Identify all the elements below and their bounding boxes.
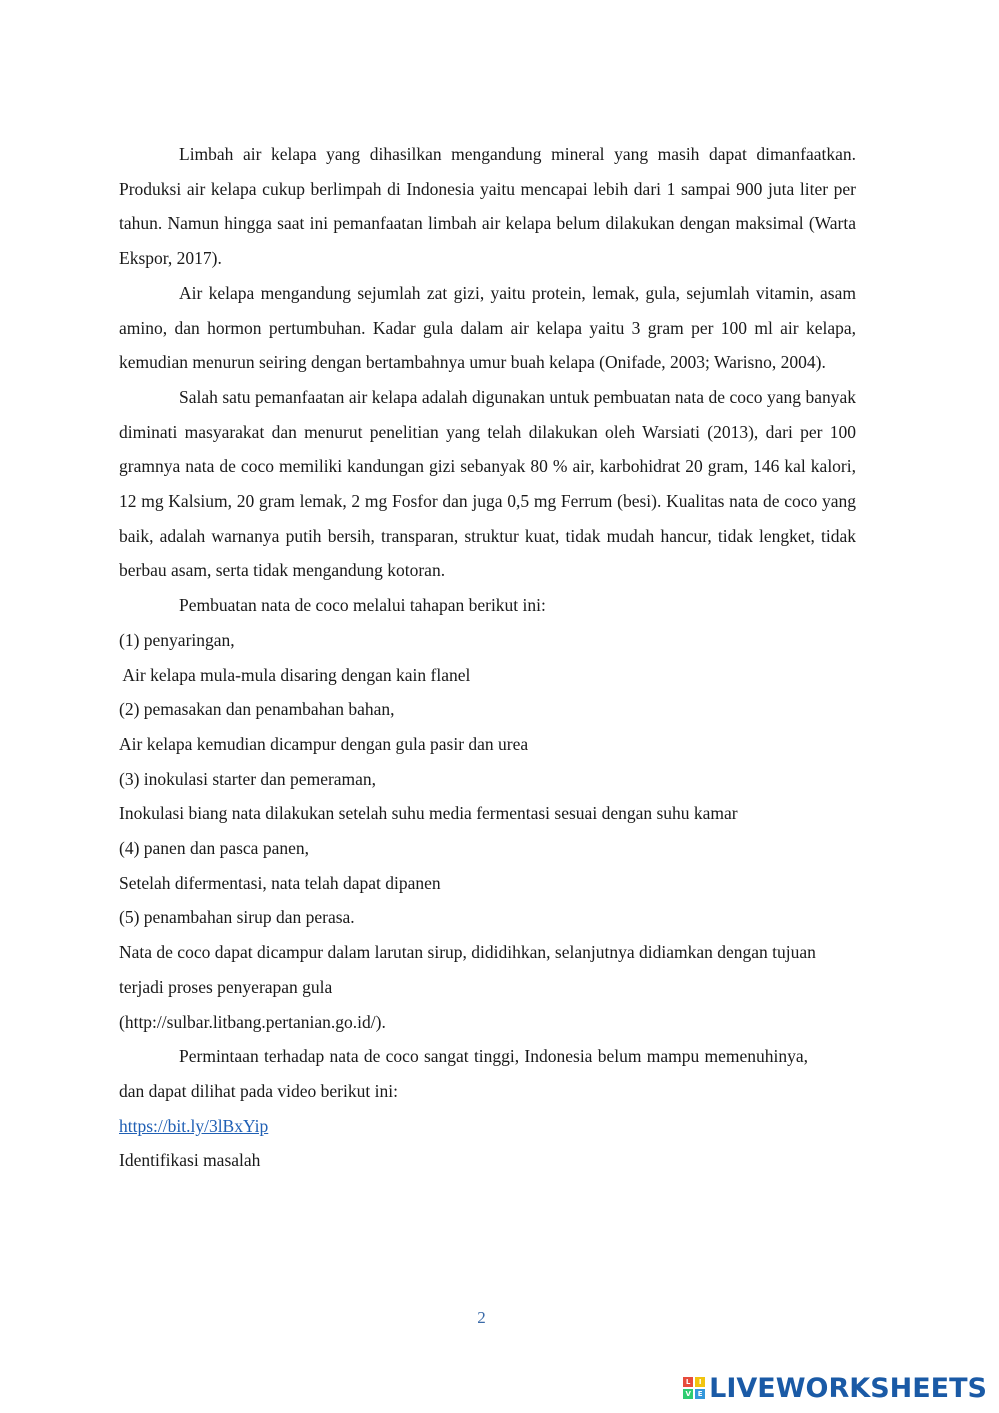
- step-title: (2) pemasakan dan penambahan bahan,: [119, 699, 395, 720]
- liveworksheets-logo-icon: [683, 1377, 705, 1399]
- paragraph-tahapan-intro: Pembuatan nata de coco melalui tahapan berikut ini:: [179, 595, 546, 616]
- page-number: 2: [477, 1308, 486, 1327]
- logo-letter: L: [683, 1377, 693, 1387]
- step-description: Inokulasi biang nata dilakukan setelah suhu media fermentasi sesuai dengan suhu kamar: [119, 803, 738, 824]
- step-title: (4) panen dan pasca panen,: [119, 838, 309, 859]
- step-description: Nata de coco dapat dicampur dalam larutan sirup, dididihkan, selanjutnya didiamkan dengan tujuan terjadi proses penyerapan gula: [119, 942, 816, 997]
- step-title: (1) penyaringan,: [119, 629, 235, 650]
- step-description: Air kelapa mula-mula disaring dengan kain flanel: [119, 664, 471, 685]
- liveworksheets-brand[interactable]: [683, 1372, 987, 1404]
- step-title: (5) penambahan sirup dan perasa.: [119, 907, 355, 928]
- logo-letter: I: [695, 1377, 705, 1387]
- logo-letter: E: [695, 1389, 705, 1399]
- document-body: [119, 137, 856, 1178]
- paragraph-pemanfaatan: Salah satu pemanfaatan air kelapa adalah digunakan untuk pembuatan nata de coco yang banyak diminati masyarakat dan menurut penelitian yang telah dilakukan oleh Warsiati (2013), dari per 100 gramnya nata de coco memiliki kandungan gizi sebanyak 80 % air, karbohidrat 20 gram, 146 kal kalori, 12 mg Kalsium, 20 gram lemak, 2 mg Fosfor dan juga 0,5 mg Ferrum (besi). Kualitas nata de coco yang baik, adalah warnanya putih bersih, transparan, struktur kuat, tidak mudah hancur, tidak lengket, tidak berbau asam, serta tidak mengandung kotoran.: [119, 386, 856, 581]
- brand-name: LIVEWORKSHEETS: [709, 1372, 987, 1404]
- paragraph-permintaan: Permintaan terhadap nata de coco sangat tinggi, Indonesia belum mampu memenuhinya, dan dapat dilihat pada video berikut ini:: [119, 1046, 808, 1101]
- section-heading: Identifikasi masalah: [119, 1150, 261, 1171]
- step-description: Setelah difermentasi, nata telah dapat dipanen: [119, 872, 441, 893]
- paragraph-zat-gizi: Air kelapa mengandung sejumlah zat gizi, yaitu protein, lemak, gula, sejumlah vitamin, asam amino, dan hormon pertumbuhan. Kadar gula dalam air kelapa yaitu 3 gram per 100 ml air kelapa, kemudian menurun seiring dengan bertambahnya umur buah kelapa (Onifade, 2003; Warisno, 2004).: [119, 282, 856, 373]
- step-title: (3) inokulasi starter dan pemeraman,: [119, 768, 377, 789]
- step-description: Air kelapa kemudian dicampur dengan gula pasir dan urea: [119, 733, 529, 754]
- paragraph-limbah: Limbah air kelapa yang dihasilkan mengandung mineral yang masih dapat dimanfaatkan. Produksi air kelapa cukup berlimpah di Indonesia yaitu mencapai lebih dari 1 sampai 900 juta liter per tahun. Namun hingga saat ini pemanfaatan limbah air kelapa belum dilakukan dengan maksimal (Warta Ekspor, 2017).: [119, 144, 856, 269]
- logo-letter: V: [683, 1389, 693, 1399]
- video-link[interactable]: https://bit.ly/3lBxYip: [119, 1115, 269, 1136]
- source-citation: (http://sulbar.litbang.pertanian.go.id/).: [119, 1011, 386, 1032]
